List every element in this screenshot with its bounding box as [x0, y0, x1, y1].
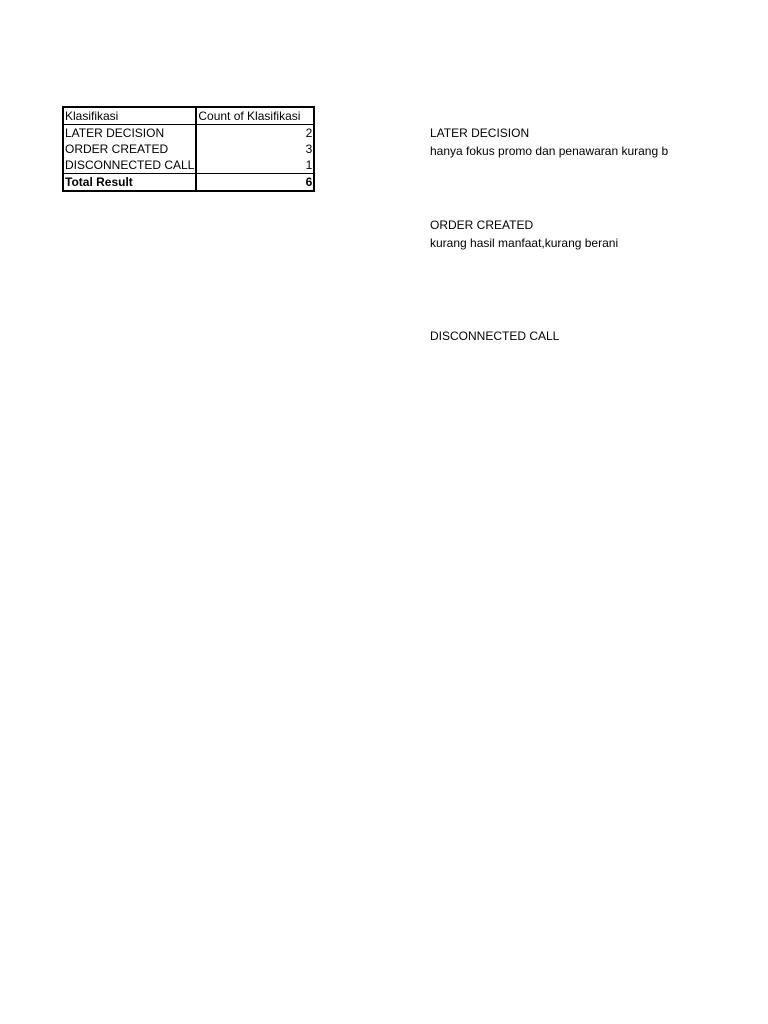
table-row — [63, 125, 314, 142]
table-header-row — [63, 107, 314, 125]
row-label[interactable]: ORDER CREATED — [63, 141, 196, 157]
total-count[interactable]: 6 — [196, 174, 314, 192]
note-title[interactable]: ORDER CREATED — [430, 218, 534, 232]
note-title[interactable]: DISCONNECTED CALL — [430, 329, 560, 343]
table-row — [63, 141, 314, 157]
note-title[interactable]: LATER DECISION — [430, 126, 530, 140]
row-label[interactable]: LATER DECISION — [63, 125, 196, 142]
row-count[interactable]: 2 — [305, 126, 313, 140]
header-count[interactable]: Count of Klasifikasi — [196, 107, 314, 125]
table-row — [63, 157, 314, 174]
note-disconnected-call — [430, 327, 680, 345]
note-detail[interactable]: hanya fokus promo dan penawaran kurang b — [430, 144, 669, 158]
note-detail[interactable]: kurang hasil manfaat,kurang berani — [430, 236, 619, 250]
total-label[interactable]: Total Result — [63, 174, 196, 192]
header-klasifikasi[interactable]: Klasifikasi — [63, 107, 196, 125]
row-count[interactable]: 1 — [305, 158, 313, 172]
note-order-created — [430, 216, 680, 252]
row-count[interactable]: 3 — [305, 142, 313, 156]
row-label[interactable]: DISCONNECTED CALL — [65, 158, 195, 172]
pivot-table — [62, 106, 315, 192]
total-row — [63, 174, 314, 192]
note-later-decision — [430, 124, 680, 160]
